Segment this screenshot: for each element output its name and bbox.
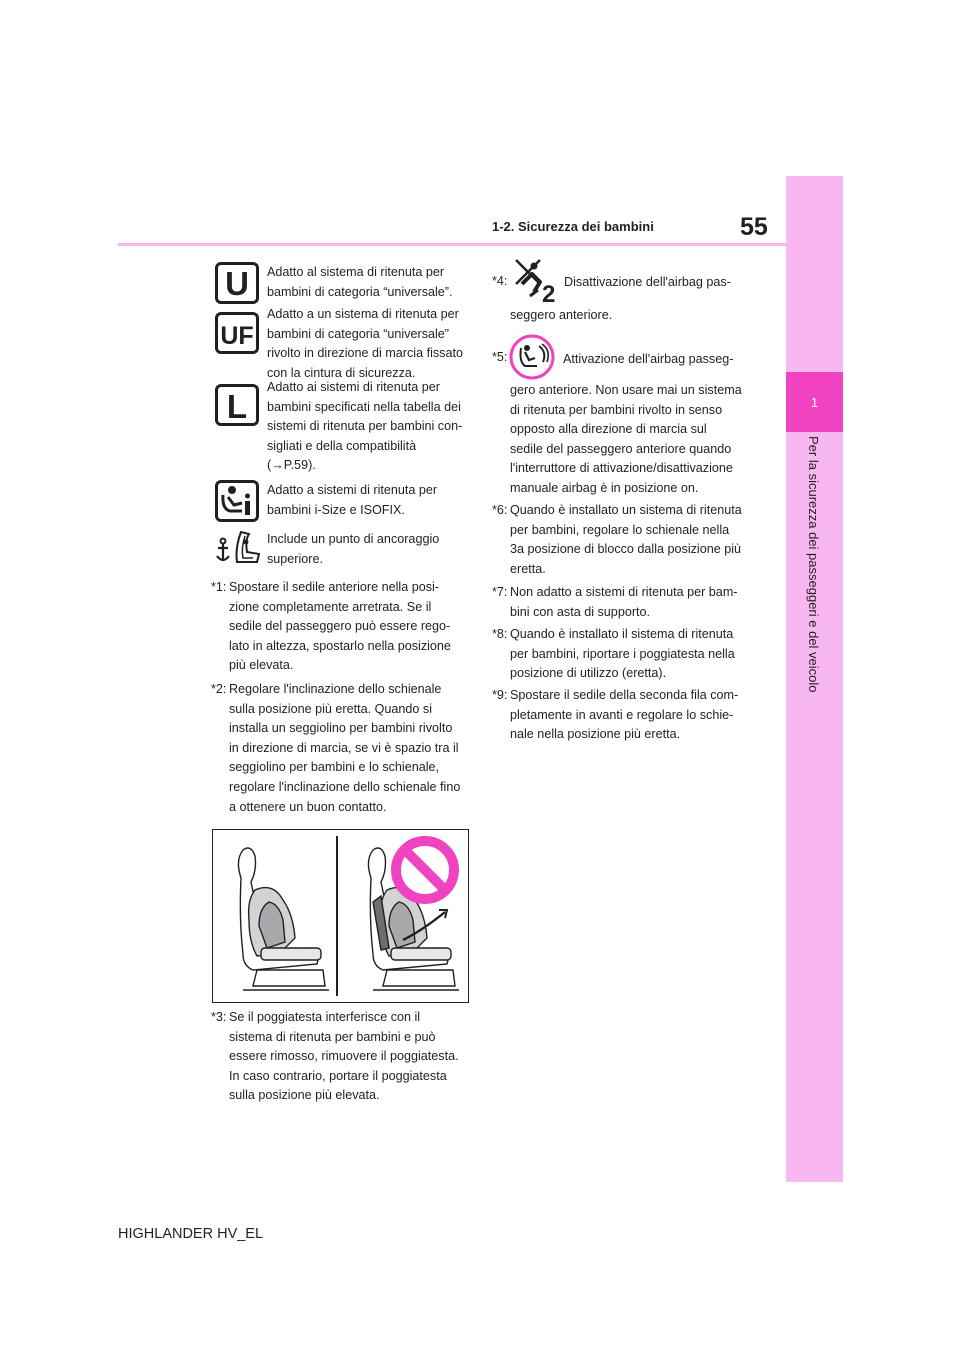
universal-forward-uf-icon xyxy=(215,312,259,354)
airbag-off-icon xyxy=(512,256,560,304)
svg-text:L: L xyxy=(226,388,248,423)
footnote-4-marker: *4: xyxy=(492,274,508,288)
headrest-illustration xyxy=(212,829,469,1003)
chapter-number: 1 xyxy=(810,394,819,410)
footnote-1-marker: *1: xyxy=(211,580,227,594)
specific-l-icon xyxy=(215,384,259,426)
footnote-1: *1: Spostare il sedile anteriore nella posi- zione completamente arretrata. Se il sedile del passeggero può essere rego- lato in altezza, spostarlo nella posizione più elevata. xyxy=(211,580,451,673)
footnote-8-marker: *8: xyxy=(492,627,508,641)
svg-text:U: U xyxy=(225,265,249,301)
section-title: 1-2. Sicurezza dei bambini xyxy=(492,219,654,234)
footnote-9: *9: Spostare il sedile della seconda fila com- pletamente in avanti e regolare lo schie- nale nella posizione più eretta. xyxy=(492,688,739,742)
chapter-title: Per la sicurezza dei passeggeri e del veicolo xyxy=(806,436,821,693)
isize-isofix-icon xyxy=(215,480,259,522)
footnote-2: *2: Regolare l'inclinazione dello schienale sulla posizione più eretta. Quando si installa un seggiolino per bambini rivolto in direzione di marcia, se vi è spazio tra il seggiolino per bambini e lo schienale, regolare l'inclinazione dello schienale fino a ottenere un buon contatto. xyxy=(211,682,461,814)
svg-text:UF: UF xyxy=(220,322,254,350)
legend-isize-text: Adatto a sistemi di ritenuta per bambini i-Size e ISOFIX. xyxy=(267,483,438,517)
footnote-7-marker: *7: xyxy=(492,585,508,599)
seat-not-ok-drawing xyxy=(368,848,459,990)
legend-u-text: Adatto al sistema di ritenuta per bambini di categoria “universale”. xyxy=(267,265,453,299)
universal-u-icon xyxy=(215,262,259,304)
footnote-4-inline: Disattivazione dell'airbag pas- xyxy=(564,275,731,289)
footnote-3-marker: *3: xyxy=(211,1010,227,1024)
footnote-5-marker: *5: xyxy=(492,350,508,364)
prohibited-icon xyxy=(396,841,454,899)
legend-uf-text: Adatto a un sistema di ritenuta per bambini di categoria “universale” rivolto in direzione di marcia fissato con la cintura di sicurezza. xyxy=(267,307,463,380)
footnote-9-marker: *9: xyxy=(492,688,508,702)
svg-text:2: 2 xyxy=(542,281,556,304)
legend-l-text: Adatto ai sistemi di ritenuta per bambini specificati nella tabella dei sistemi di ritenuta per bambini con- sigliati e della compatibilità (→P.59). xyxy=(267,380,463,473)
seat-ok-drawing xyxy=(238,848,329,990)
footnote-6-marker: *6: xyxy=(492,503,508,517)
footnote-2-marker: *2: xyxy=(211,682,227,696)
footnote-5-inline: Attivazione dell'airbag passeg- xyxy=(563,352,734,366)
footnote-5-text: gero anteriore. Non usare mai un sistema di ritenuta per bambini rivolto in senso opposto alla direzione di marcia sul sedile del passeggero anteriore quando l'interruttore di attivazione/disattivazione manuale airbag è in posizione on. xyxy=(510,383,742,495)
header-rule xyxy=(118,243,786,246)
airbag-on-icon xyxy=(509,334,555,380)
footnote-6: *6: Quando è installato un sistema di ritenuta per bambini, regolare lo schienale nella 3a posizione di blocco dalla posizione più eretta. xyxy=(492,503,742,576)
chapter-title-vertical xyxy=(786,436,843,736)
footnote-3: *3: Se il poggiatesta interferisce con il sistema di ritenuta per bambini e può essere rimosso, rimuovere il poggiatesta. In caso contrario, portare il poggiatesta sulla posizione più elevata. xyxy=(211,1010,459,1103)
legend-anchor-text: Include un punto di ancoraggio superiore. xyxy=(267,532,440,566)
footnote-4-text: seggero anteriore. xyxy=(510,308,613,322)
footer-model: HIGHLANDER HV_EL xyxy=(118,1226,264,1242)
footnote-8: *8: Quando è installato il sistema di ritenuta per bambini, riportare i poggiatesta nella posizione di utilizzo (eretta). xyxy=(492,627,735,681)
chapter-number-tab xyxy=(786,372,843,432)
footnote-7: *7: Non adatto a sistemi di ritenuta per bam- bini con asta di supporto. xyxy=(492,585,738,619)
page-number: 55 xyxy=(740,213,768,241)
top-anchor-icon xyxy=(215,528,261,568)
